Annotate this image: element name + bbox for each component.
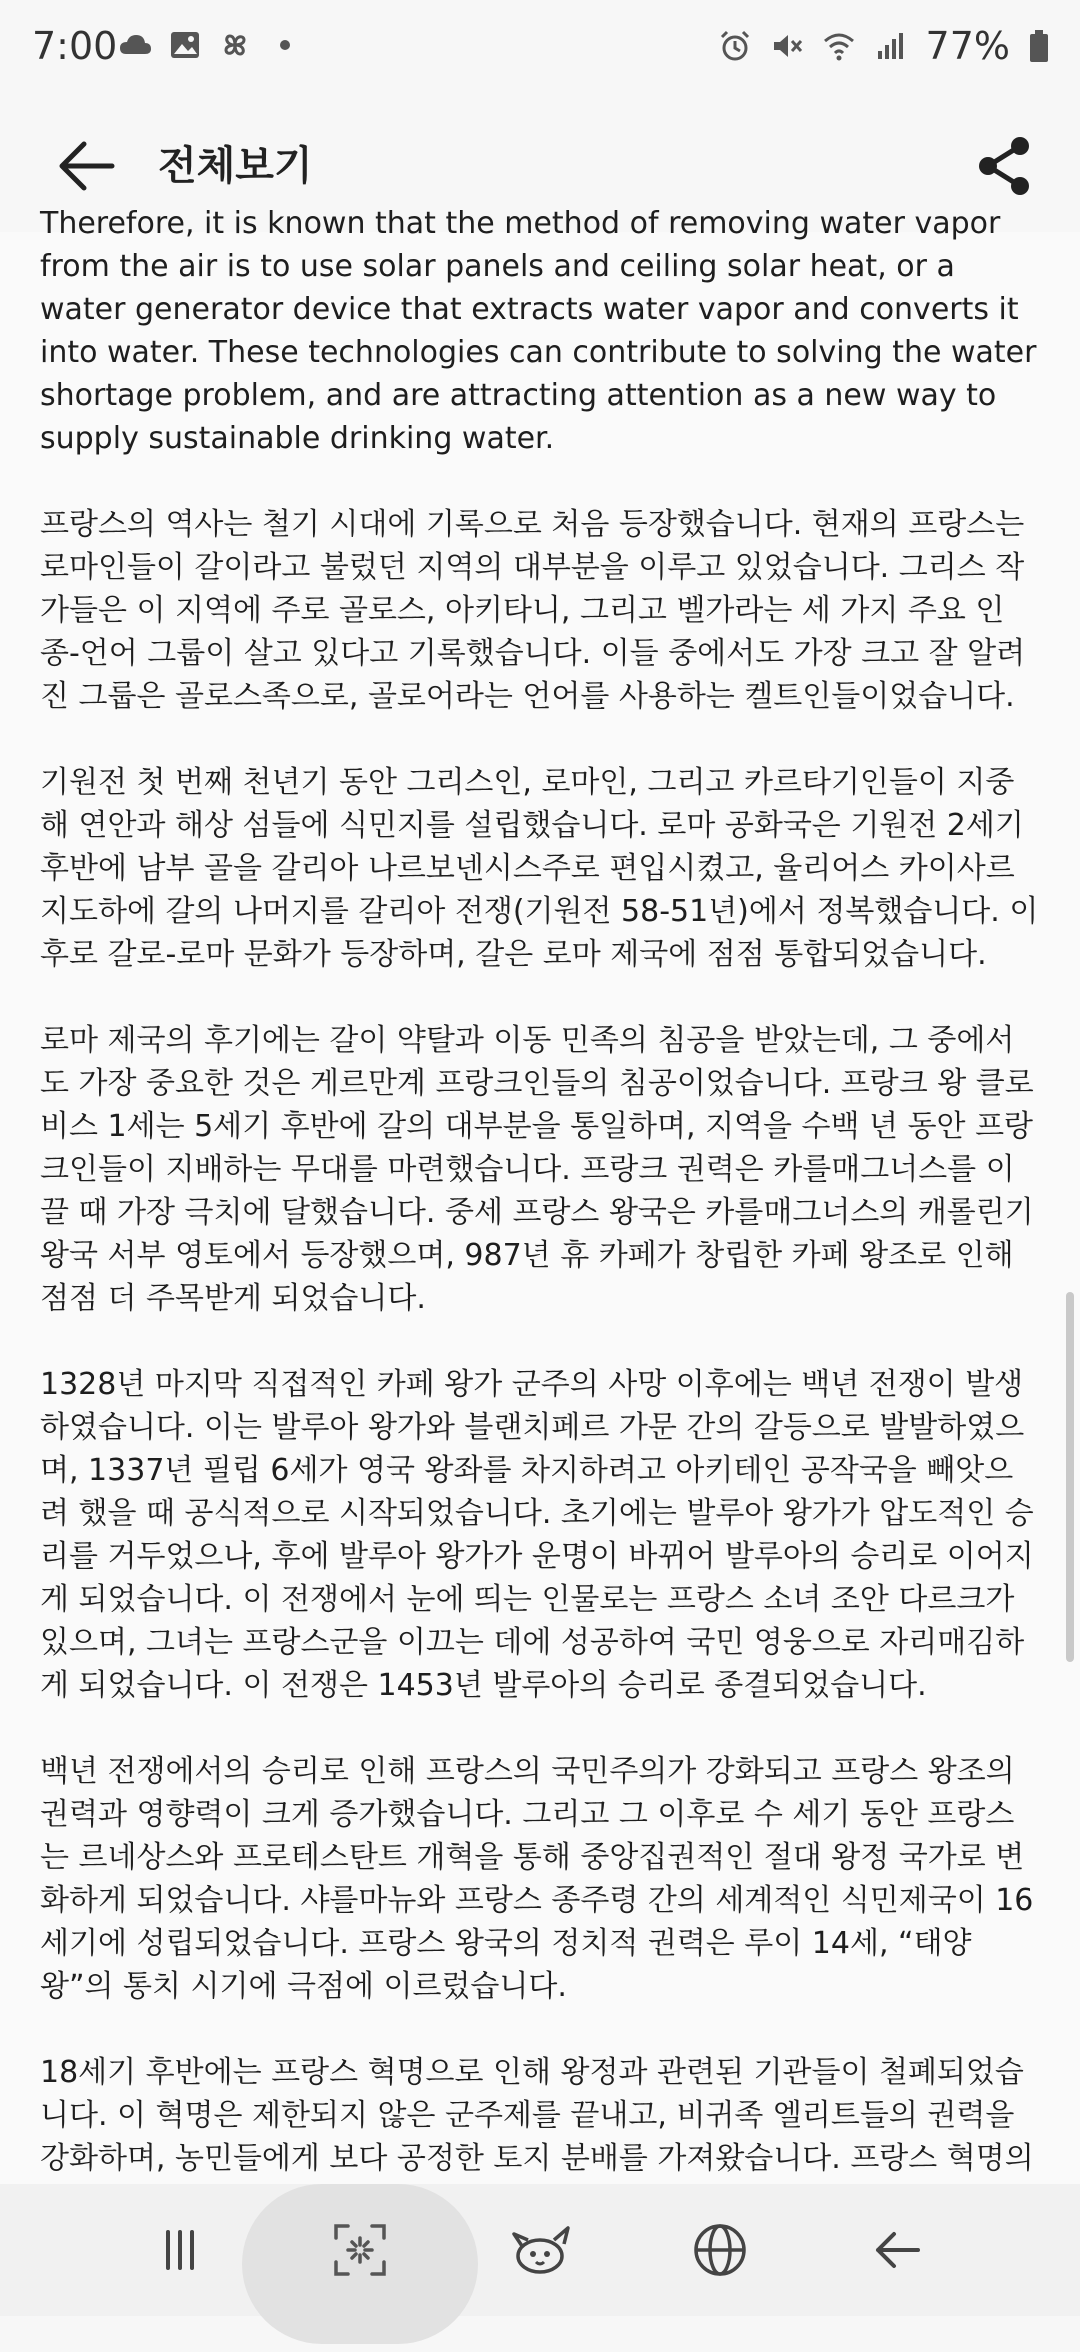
browser-icon (688, 2218, 752, 2282)
recent-apps-icon (150, 2220, 210, 2280)
dot-icon (268, 28, 302, 62)
paragraph: 프랑스의 역사는 철기 시대에 기록으로 처음 등장했습니다. 현재의 프랑스는 로마인들이 갈이라고 불렀던 지역의 대부분을 이루고 있었습니다. 그리스 작가들은 이 지역에 주로 골로스, 아키타니, 그리고 벨가라는 세 가지 주요 인종-언어 그룹이 살고 있다고 기록했습니다. 이들 중에서도 가장 크고 잘 알려진 그룹은 골로스족으로, 골로어라는 언어를 사용하는 켈트인들이었습니다. (40, 507, 1026, 714)
assistant-button[interactable] (464, 2184, 624, 2316)
battery-level: 77% (925, 24, 1010, 68)
paragraph: 로마 제국의 후기에는 갈이 약탈과 이동 민족의 침공을 받았는데, 그 중에서도 가장 중요한 것은 게르만계 프랑크인들의 침공이었습니다. 프랑크 왕 클로비스 1세는 5세기 후반에 갈의 대부분을 통일하며, 지역을 수백 년 동안 프랑크인들이 지배하는 무대를 마련했습니다. 프랑크 권력은 카를매그너스를 이끌 때 가장 극치에 달했습니다. 중세 프랑스 왕국은 카를매그너스의 캐롤린기 왕국 서부 영토에서 등장했으며, 987년 휴 카페가 창립한 카페 왕조로 인해 점점 더 주목받게 되었습니다. (40, 1023, 1034, 1316)
article-text (40, 202, 1040, 2352)
back-button[interactable] (50, 126, 130, 206)
nav-back-button[interactable] (818, 2184, 978, 2316)
scrollbar[interactable] (1066, 1292, 1074, 1662)
paragraph: 기원전 첫 번째 천년기 동안 그리스인, 로마인, 그리고 카르타기인들이 지중해 연안과 해상 섬들에 식민지를 설립했습니다. 로마 공화국은 기원전 2세기 후반에 남부 골을 갈리아 나르보넨시스주로 편입시켰고, 율리어스 카이사르 지도하에 갈의 나머지를 갈리아 전쟁(기원전 58-51년)에서 정복했습니다. 이후로 갈로-로마 문화가 등장하며, 갈은 로마 제국에 점점 통합되었습니다. (40, 765, 1039, 972)
alarm-icon (718, 29, 752, 63)
capture-button[interactable] (280, 2184, 440, 2316)
capture-icon (328, 2218, 392, 2282)
paragraph: 1328년 마지막 직접적인 카페 왕가 군주의 사망 이후에는 백년 전쟁이 발생하였습니다. 이는 발루아 왕가와 블랜치페르 가문 간의 갈등으로 발발하였으며, 1337년 필립 6세가 영국 왕좌를 차지하려고 아키테인 공작국을 빼앗으려 했을 때 공식적으로 시작되었습니다. 초기에는 발루아 왕가가 압도적인 승리를 거두었으나, 후에 발루아 왕가가 운명이 바뀌어 발루아의 승리로 이어지게 되었습니다. 이 전쟁에서 눈에 띄는 인물로는 프랑스 소녀 조안 다르크가 있으며, 그녀는 프랑스군을 이끄는 데에 성공하여 국민 영웅으로 자리매김하게 되었습니다. 이 전쟁은 1453년 발루아의 승리로 종결되었습니다. (40, 1367, 1034, 1703)
cloud-icon (118, 28, 152, 62)
assistant-icon (508, 2218, 580, 2282)
navigation-bar (0, 2184, 1080, 2316)
mute-icon (770, 29, 804, 63)
share-icon (964, 126, 1044, 206)
battery-icon (1028, 29, 1050, 63)
paragraph: 백년 전쟁에서의 승리로 인해 프랑스의 국민주의가 강화되고 프랑스 왕조의 권력과 영향력이 크게 증가했습니다. 그리고 그 이후로 수 세기 동안 프랑스는 르네상스와 프로테스탄트 개혁을 통해 중앙집권적인 절대 왕정 국가로 변화하게 되었습니다. 샤를마뉴와 프랑스 종주령 간의 세계적인 식민제국이 16세기에 성립되었습니다. 프랑스 왕국의 정치적 권력은 루이 14세, “태양왕”의 통치 시기에 극점에 이르렀습니다. (40, 1754, 1034, 2004)
browser-button[interactable] (640, 2184, 800, 2316)
status-right (718, 24, 1050, 68)
page-title: 전체보기 (158, 143, 313, 189)
status-time: 7:00 (32, 24, 118, 68)
paragraph: 18세기 후반에는 프랑스 혁명으로 인해 왕정과 관련된 기관들이 철폐되었습니다. 이 혁명은 제한되지 않은 군주제를 끝내고, 비귀족 엘리트들의 권력을 강화하며, 농민들에게 보다 공정한 토지 분배를 가져왔습니다. 프랑스 혁명의 (40, 2055, 1034, 2176)
gallery-icon (168, 28, 202, 62)
back-icon (866, 2218, 930, 2282)
share-button[interactable] (964, 126, 1044, 206)
wifi-icon (822, 29, 856, 63)
status-bar (0, 0, 1080, 100)
pinwheel-icon (218, 28, 252, 62)
recent-apps-button[interactable] (100, 2184, 260, 2316)
signal-icon (874, 29, 908, 63)
arrow-left-icon (50, 126, 130, 206)
paragraph: Therefore, it is known that the method of removing water vapor from the air is to use solar panels and ceiling solar heat, or a water generator device that extracts water vapor and converts it into water. These technologies can contribute to solving the water shortage problem, and are attracting attention as a new way to supply sustainable drinking water. (40, 206, 1037, 456)
article-content[interactable] (0, 206, 1080, 2184)
status-left-icons (118, 28, 302, 62)
